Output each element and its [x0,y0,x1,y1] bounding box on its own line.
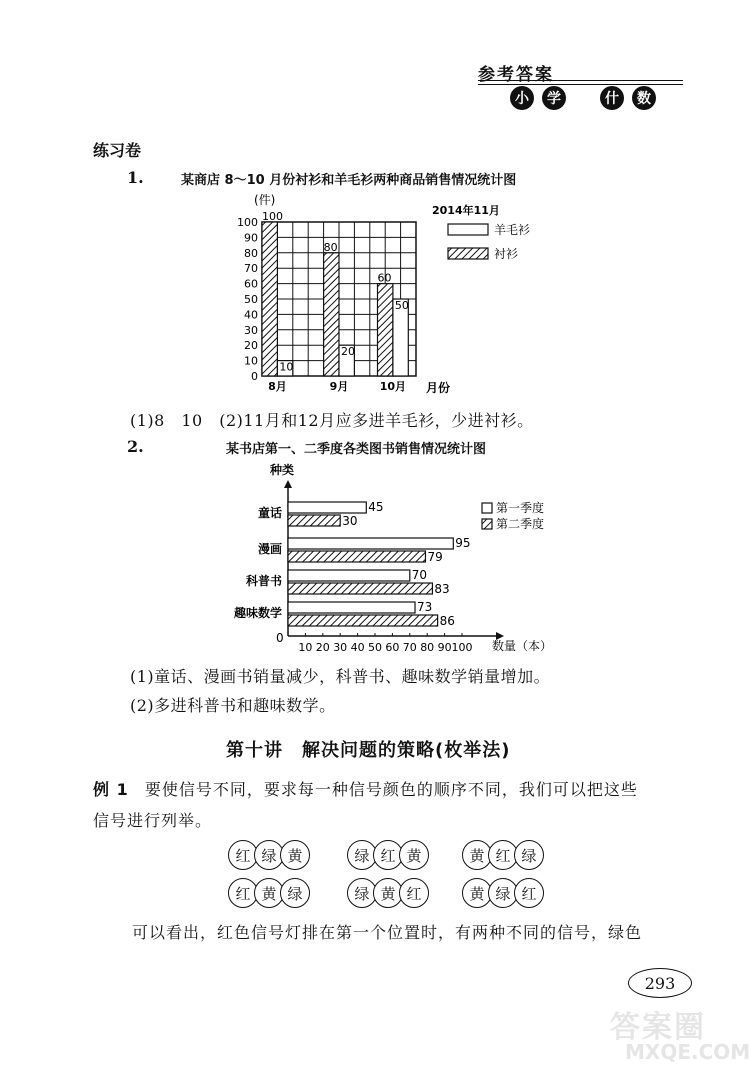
chart-2-x-tick: 20 [315,641,330,654]
chart-2-x-tick: 50 [368,641,382,654]
signal-light: 绿 [280,878,310,908]
lecture-title: 第十讲 解决问题的策略(枚举法) [226,740,511,761]
chart-2-data-label: 30 [342,514,358,528]
chart-2-category-label: 童话 [257,506,282,520]
chart-1-y-tick: 20 [244,339,258,353]
chart-1-data-label: 60 [377,271,392,285]
signal-group-4 [228,878,306,908]
signal-light: 红 [399,878,429,908]
signal-group-3 [462,840,540,870]
chart-1-data-label: 10 [279,360,294,374]
chart-2-y-axis-label: 种类 [270,463,295,477]
signal-group-5 [347,878,425,908]
header-badge: 小 [510,86,534,110]
example-1-line-1 [93,777,638,800]
chart-2-title: 某书店第一、二季度各类图书销售情况统计图 [226,442,487,457]
example-text-1: 要使信号不同，要求每一种信号颜色的顺序不同，我们可以把这些 [144,780,638,799]
signal-light: 黄 [254,878,284,908]
chart-1-data-label: 50 [394,299,409,312]
chart-2-data-label: 83 [434,582,450,596]
header-title: 参考答案 [478,65,554,85]
chart-1-bar-shirt [324,253,339,376]
chart-1-y-tick: 70 [244,262,258,276]
chart-2-data-label: 45 [368,500,384,514]
chart-2-data-label: 79 [427,550,443,564]
chart-2-bar-q1 [288,502,366,513]
signal-light: 黄 [462,840,492,870]
watermark-url: MXQE.COM [625,1040,750,1064]
chart-2-category-label: 科普书 [245,574,282,588]
signal-light: 红 [228,840,258,870]
chart-2-x-tick: 60 [385,641,400,654]
chart-2-x-tick: 40 [350,641,365,654]
answer-q2-1: (1)童话、漫画书销量减少，科普书、趣味数学销量增加。 [130,667,551,686]
chart-2-category-label: 趣味数学 [233,606,282,620]
chart-2-bar-q2 [288,515,340,526]
chart-1-x-tick: 9月 [329,380,349,393]
signal-light: 绿 [347,878,377,908]
chart-2-bar-q1 [288,602,415,613]
example-conclusion: 可以看出，红色信号灯排在第一个位置时，有两种不同的信号，绿色 [132,923,643,942]
chart-1-data-label: 20 [341,345,355,359]
header-badge: 数 [632,86,656,110]
chart-2-svg [220,460,600,660]
chart-1-y-tick: 60 [244,277,258,291]
watermark-logo: 答案圈 [610,1010,706,1045]
signal-group-2 [347,840,425,870]
chart-2-x-tick: 10 [298,641,313,654]
example-text-2: 信号进行列举。 [93,811,213,830]
signal-light: 红 [228,878,258,908]
chart-1-data-label: 80 [323,240,338,254]
signal-light: 红 [373,840,403,870]
chart-2-bar-q1 [288,570,410,581]
chart-1-y-axis-label: (件) [254,193,276,207]
chart-2-bar-q2 [288,583,432,594]
signal-group-6 [462,878,540,908]
chart-2-data-label: 70 [411,568,428,582]
chart-2-x-axis-label: 数量（本） [492,639,553,653]
question-2-number: 2. [127,437,144,456]
chart-2-x-tick: 70 [402,641,417,654]
chart-1-y-tick: 0 [251,370,258,383]
chart-1-x-tick: 8月 [268,380,287,393]
signal-light: 绿 [514,840,544,870]
signal-light: 黄 [462,878,492,908]
legend-swatch-q2 [482,519,492,529]
chart-1-y-tick: 50 [244,293,258,306]
chart-2-x-tick: 90 [437,641,452,654]
chart-1-y-tick: 100 [237,216,258,229]
chart-2-bar-q1 [288,538,453,549]
chart-2-origin: 0 [276,631,284,645]
chart-2-bar-q2 [288,551,425,562]
chart-1-data-label: 100 [262,210,283,223]
chart-2-y-axis-arrow [284,480,292,488]
chart-2-data-label: 73 [417,600,433,614]
header-rule [478,80,683,81]
chart-2-x-tick: 100 [451,641,473,654]
chart-1-y-tick: 40 [244,308,258,322]
chart-2-category-label: 漫画 [257,542,282,556]
signal-light: 黄 [373,878,403,908]
chart-1-x-axis-label: 月份 [426,381,451,395]
header-badges [510,86,656,110]
chart-2-data-label: 95 [455,536,471,550]
chart-1-x-tick: 10月 [379,380,407,393]
practice-label: 练习卷 [93,141,142,160]
answer-q2-2: (2)多进科普书和趣味数学。 [130,696,336,715]
chart-1-y-tick: 30 [244,323,258,337]
chart-1-y-tick: 80 [244,246,258,260]
header-badge: 什 [600,86,624,110]
signal-light: 黄 [399,840,429,870]
legend-label-q1: 第一季度 [496,501,545,515]
legend-swatch-shirt [448,248,488,259]
example-label: 例 1 [93,780,129,799]
answer-q1: (1)8 10 (2)11月和12月应多进羊毛衫，少进衬衫。 [130,411,534,430]
signal-light: 绿 [488,878,518,908]
signal-light: 黄 [280,840,310,870]
signal-light: 绿 [254,840,284,870]
legend-swatch-q1 [482,503,492,513]
chart-2-x-tick: 80 [420,641,435,654]
question-1-number: 1. [127,168,144,187]
header-badge: 学 [542,86,566,110]
chart-1-svg [210,192,590,402]
legend-label-q2: 第二季度 [496,517,545,531]
signal-light: 红 [514,878,544,908]
chart-1-bar-shirt [262,222,277,376]
chart-1-y-tick: 90 [244,231,258,245]
page-number: 293 [628,968,692,998]
legend-swatch-wool [448,224,488,235]
legend-label-shirt: 衬衫 [494,247,519,261]
chart-1-bar-shirt [378,284,393,376]
chart-2-bar-q2 [288,615,438,626]
chart-2-data-label: 86 [439,614,455,628]
chart-2-x-tick: 30 [333,641,348,654]
chart-1-title: 某商店 8～10 月份衬衫和羊毛衫两种商品销售情况统计图 [181,173,517,188]
signal-group-1 [228,840,306,870]
legend-label-wool: 羊毛衫 [494,223,531,237]
header-rule-thin [478,84,683,85]
chart-1-y-tick: 10 [244,354,258,368]
signal-light: 绿 [347,840,377,870]
chart-1-annotation: 2014年11月 [432,204,500,217]
signal-light: 红 [488,840,518,870]
